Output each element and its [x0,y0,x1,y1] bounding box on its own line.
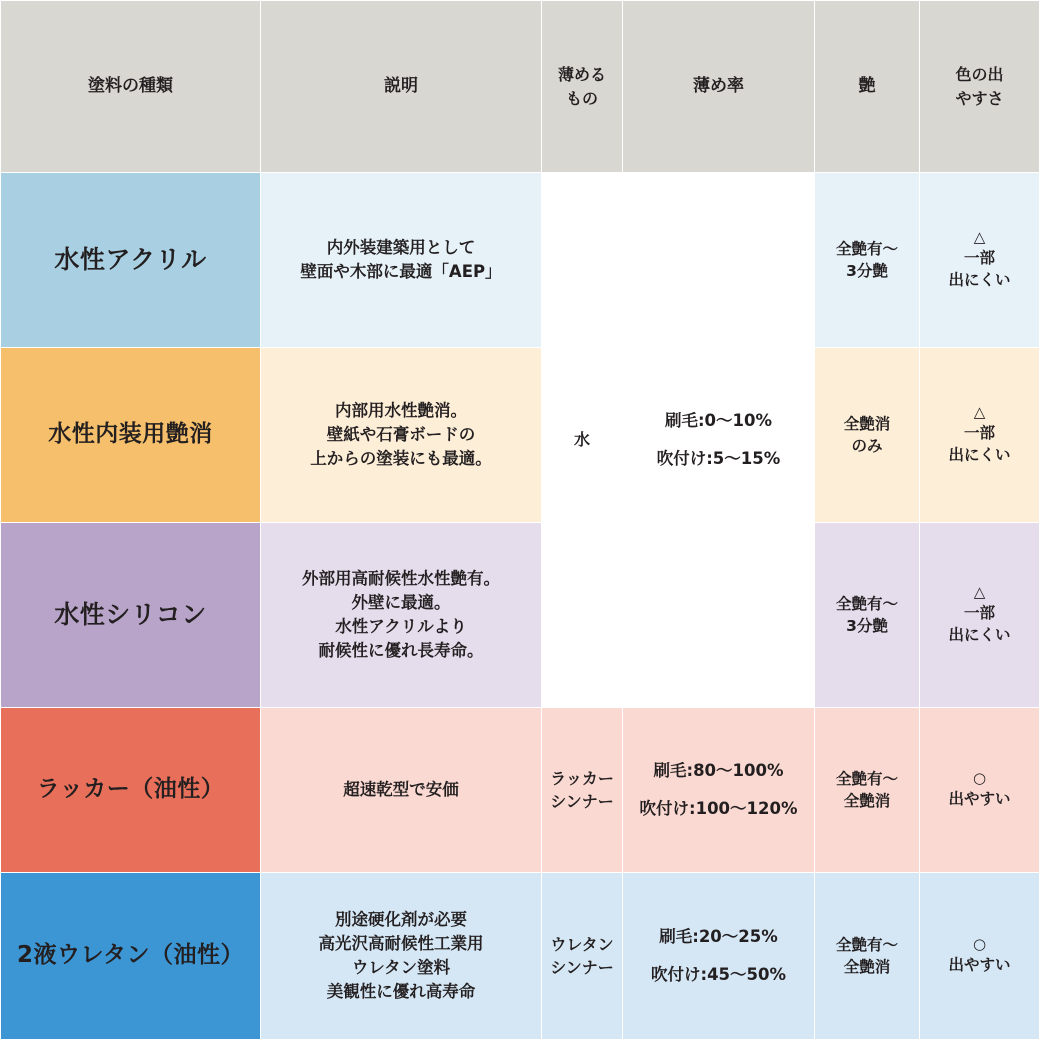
column-header-thinner [542,1,623,173]
gloss-line: 全艶有〜 [835,594,898,613]
color-ease-value [920,873,1039,1039]
description-line: ウレタン塗料 [351,958,451,977]
color-ease-symbol: ○ [972,935,987,954]
thinner-value [542,873,623,1039]
color-ease-symbol: △ [973,403,986,422]
paint-description [261,173,542,348]
dilution-brush: 刷毛:20〜25% [659,927,778,947]
paint-type-name: 水性アクリル [1,173,261,348]
description-line: 壁紙や石膏ボードの [326,425,476,445]
color-ease-value [920,708,1039,873]
dilution-rate [623,873,815,1039]
column-header-thinner-line2: もの [565,88,598,108]
paint-type-name: 水性シリコン [1,523,261,708]
thinner-value-water: 水 [542,173,623,708]
gloss-line: 全艶有〜 [835,239,898,258]
thinner-line: シンナー [550,792,614,811]
description-line: 内外装建築用として [326,238,476,258]
dilution-spray: 吹付け:45〜50% [650,965,787,984]
gloss-value [815,708,920,873]
color-ease-line: 一部 [963,603,995,622]
gloss-line: 3分艶 [846,617,888,635]
dilution-spray: 吹付け:5〜15% [656,449,781,468]
table-row [1,348,1039,523]
color-ease-value [920,523,1039,708]
paint-description [261,873,542,1039]
description-line: 高光沢高耐候性工業用 [318,934,484,954]
table-row [1,173,1039,348]
paint-description [261,348,542,523]
dilution-rate-water [623,173,815,708]
description-line: 別途硬化剤が必要 [335,910,467,930]
table-row [1,708,1039,873]
thinner-value [542,708,623,873]
gloss-value [815,873,920,1039]
gloss-line: 全艶消 [843,792,891,810]
column-header-thinner-line1: 薄める [557,65,606,85]
paint-type-name: ラッカー（油性） [1,708,261,873]
gloss-line: 全艶有〜 [835,935,898,954]
dilution-rate [623,708,815,873]
column-header-gloss: 艶 [815,1,920,173]
column-header-description: 説明 [261,1,542,173]
table-row [1,523,1039,708]
table-header-row [1,1,1039,173]
thinner-line: シンナー [550,958,614,977]
thinner-line: ラッカー [550,768,614,788]
gloss-line: のみ [851,437,883,455]
paint-type-name: 水性内装用艶消 [1,348,261,523]
color-ease-line: 出にくい [948,271,1011,290]
table-body [1,173,1039,1039]
gloss-line: 全艶消 [843,414,891,433]
color-ease-symbol: △ [973,228,986,247]
column-header-color-ease [920,1,1039,173]
paint-description [261,708,542,873]
color-ease-line: 一部 [963,423,995,442]
color-ease-value [920,173,1039,348]
description-line: 外部用高耐候性水性艶有。 [302,569,500,589]
color-ease-symbol: ○ [972,769,987,788]
paint-description [261,523,542,708]
gloss-value [815,523,920,708]
table-row [1,873,1039,1039]
color-ease-line: 一部 [963,248,995,267]
paint-type-name: 2液ウレタン（油性） [1,873,261,1039]
column-header-color-ease-line2: やすさ [955,88,1004,108]
description-line: 美観性に優れ高寿命 [326,981,476,1001]
description-line: 内部用水性艶消。 [335,401,467,421]
color-ease-line: 出やすい [948,956,1011,975]
description-line: 水性アクリルより [335,617,467,636]
gloss-value [815,348,920,523]
dilution-spray: 吹付け:100〜120% [639,799,798,818]
description-line: 外壁に最適。 [351,593,451,613]
color-ease-value [920,348,1039,523]
column-header-color-ease-line1: 色の出 [955,65,1004,85]
table-header [1,1,1039,173]
color-ease-line: 出にくい [948,626,1011,645]
description-line: 耐候性に優れ長寿命。 [318,640,484,660]
dilution-brush: 刷毛:0〜10% [664,411,773,431]
gloss-line: 全艶消 [843,958,891,976]
description-line: 上からの塗装にも最適。 [310,448,492,468]
gloss-value [815,173,920,348]
color-ease-line: 出にくい [948,446,1011,465]
column-header-paint-type: 塗料の種類 [1,1,261,173]
gloss-line: 全艶有〜 [835,769,898,788]
column-header-dilution-rate: 薄め率 [623,1,815,173]
color-ease-symbol: △ [973,583,986,602]
description-line: 超速乾型で安価 [343,780,459,800]
gloss-line: 3分艶 [846,262,888,280]
thinner-line: ウレタン [550,934,614,954]
description-line: 壁面や木部に最適「AEP」 [300,262,502,281]
color-ease-line: 出やすい [948,790,1011,809]
dilution-brush: 刷毛:80〜100% [653,761,784,781]
